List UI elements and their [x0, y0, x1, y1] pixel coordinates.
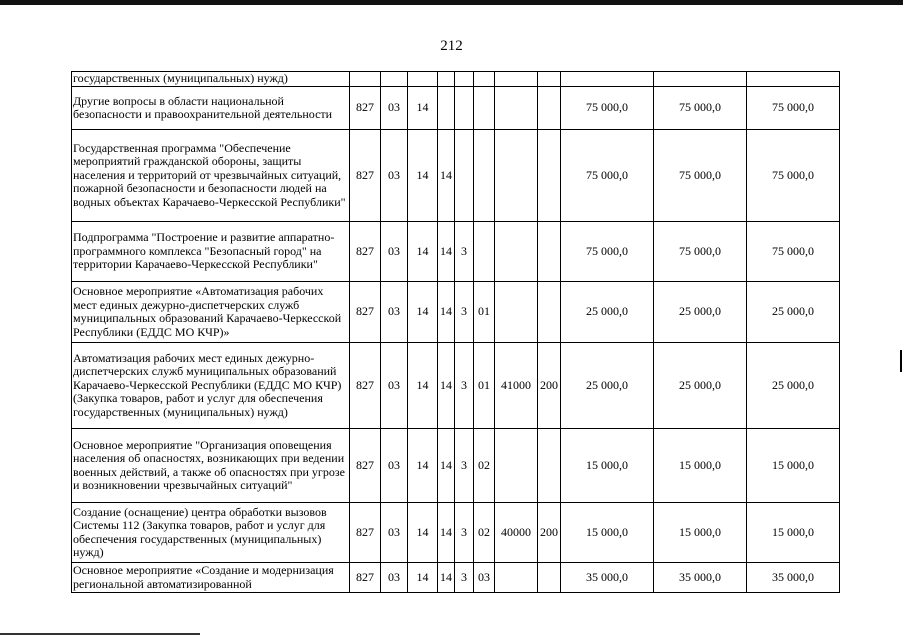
amount-year3-cell: 15 000,0 [747, 503, 840, 563]
amount-year2-cell: 25 000,0 [654, 282, 747, 343]
glava-code-cell: 827 [350, 563, 381, 593]
expense-type-code-cell: 200 [538, 343, 561, 429]
table-row [72, 563, 840, 593]
subprogram-code-cell: 3 [455, 429, 474, 503]
main-event-code-cell [474, 72, 495, 87]
expense-direction-code-cell [495, 130, 538, 222]
expense-type-code-cell [538, 130, 561, 222]
amount-year1-cell: 75 000,0 [561, 130, 654, 222]
subprogram-code-cell [455, 87, 474, 130]
expense-direction-code-cell [495, 563, 538, 593]
amount-year3-cell: 25 000,0 [747, 282, 840, 343]
subprogram-code-cell: 3 [455, 282, 474, 343]
amount-year1-cell: 35 000,0 [561, 563, 654, 593]
main-event-code-cell [474, 87, 495, 130]
main-event-code-cell: 01 [474, 282, 495, 343]
name-cell: Государственная программа "Обеспечение мероприятий гражданской обороны, защиты населения и территорий от чрезвычайных ситуаций, пожарной безопасности и безопасности людей на водных объектах Карачаево-Черкесской Республики" [72, 130, 350, 222]
main-event-code-cell [474, 130, 495, 222]
table-row [72, 72, 840, 87]
subsection-code-cell: 14 [408, 130, 438, 222]
section-code-cell: 03 [381, 282, 408, 343]
table-row [72, 87, 840, 130]
amount-year1-cell [561, 72, 654, 87]
amount-year3-cell: 75 000,0 [747, 130, 840, 222]
section-code-cell: 03 [381, 429, 408, 503]
amount-year1-cell: 75 000,0 [561, 87, 654, 130]
program-code-cell: 14 [438, 563, 455, 593]
name-cell: Создание (оснащение) центра обработки вызовов Системы 112 (Закупка товаров, работ и услуг для обеспечения государственных (муниципальных) нужд) [72, 503, 350, 563]
subprogram-code-cell [455, 130, 474, 222]
amount-year1-cell: 75 000,0 [561, 222, 654, 282]
expense-direction-code-cell [495, 87, 538, 130]
amount-year3-cell: 75 000,0 [747, 222, 840, 282]
section-code-cell [381, 72, 408, 87]
budget-table [71, 71, 840, 593]
subprogram-code-cell: 3 [455, 503, 474, 563]
table-row [72, 343, 840, 429]
subprogram-code-cell: 3 [455, 343, 474, 429]
subsection-code-cell [408, 72, 438, 87]
top-border-line [0, 0, 903, 5]
amount-year2-cell: 15 000,0 [654, 429, 747, 503]
name-cell: государственных (муниципальных) нужд) [72, 72, 350, 87]
program-code-cell: 14 [438, 503, 455, 563]
section-code-cell: 03 [381, 503, 408, 563]
program-code-cell: 14 [438, 343, 455, 429]
name-cell: Основное мероприятие «Автоматизация рабочих мест единых дежурно-диспетчерских служб муниципальных образований Карачаево-Черкесской Республики (ЕДДС МО КЧР)» [72, 282, 350, 343]
glava-code-cell: 827 [350, 87, 381, 130]
expense-direction-code-cell [495, 282, 538, 343]
name-cell: Основное мероприятие «Создание и модернизация региональной автоматизированной [72, 563, 350, 593]
section-code-cell: 03 [381, 222, 408, 282]
subprogram-code-cell: 3 [455, 563, 474, 593]
expense-type-code-cell [538, 282, 561, 343]
table-row [72, 503, 840, 563]
main-event-code-cell: 02 [474, 503, 495, 563]
table-row [72, 222, 840, 282]
amount-year1-cell: 25 000,0 [561, 282, 654, 343]
amount-year2-cell: 75 000,0 [654, 87, 747, 130]
amount-year1-cell: 15 000,0 [561, 503, 654, 563]
amount-year2-cell: 35 000,0 [654, 563, 747, 593]
amount-year3-cell: 15 000,0 [747, 429, 840, 503]
name-cell: Подпрограмма "Построение и развитие аппаратно-программного комплекса "Безопасный город" на территории Карачаево-Черкесской Республики" [72, 222, 350, 282]
amount-year1-cell: 15 000,0 [561, 429, 654, 503]
page-number: 212 [440, 38, 463, 54]
section-code-cell: 03 [381, 343, 408, 429]
amount-year2-cell: 15 000,0 [654, 503, 747, 563]
program-code-cell [438, 72, 455, 87]
expense-direction-code-cell [495, 429, 538, 503]
section-code-cell: 03 [381, 563, 408, 593]
amount-year3-cell: 75 000,0 [747, 87, 840, 130]
amount-year3-cell: 25 000,0 [747, 343, 840, 429]
amount-year2-cell: 75 000,0 [654, 130, 747, 222]
expense-direction-code-cell: 40000 [495, 503, 538, 563]
amount-year3-cell [747, 72, 840, 87]
program-code-cell: 14 [438, 130, 455, 222]
section-code-cell: 03 [381, 87, 408, 130]
expense-type-code-cell [538, 429, 561, 503]
expense-direction-code-cell: 41000 [495, 343, 538, 429]
glava-code-cell: 827 [350, 222, 381, 282]
name-cell: Другие вопросы в области национальной безопасности и правоохранительной деятельности [72, 87, 350, 130]
program-code-cell: 14 [438, 222, 455, 282]
amount-year2-cell: 25 000,0 [654, 343, 747, 429]
amount-year3-cell: 35 000,0 [747, 563, 840, 593]
program-code-cell: 14 [438, 429, 455, 503]
program-code-cell [438, 87, 455, 130]
glava-code-cell: 827 [350, 282, 381, 343]
expense-type-code-cell [538, 222, 561, 282]
subprogram-code-cell: 3 [455, 222, 474, 282]
subsection-code-cell: 14 [408, 282, 438, 343]
table-row [72, 130, 840, 222]
expense-direction-code-cell [495, 72, 538, 87]
subsection-code-cell: 14 [408, 429, 438, 503]
subsection-code-cell: 14 [408, 503, 438, 563]
glava-code-cell: 827 [350, 503, 381, 563]
subsection-code-cell: 14 [408, 222, 438, 282]
subsection-code-cell: 14 [408, 343, 438, 429]
glava-code-cell: 827 [350, 130, 381, 222]
table-row [72, 282, 840, 343]
amount-year2-cell: 75 000,0 [654, 222, 747, 282]
main-event-code-cell: 03 [474, 563, 495, 593]
glava-code-cell: 827 [350, 343, 381, 429]
expense-type-code-cell [538, 563, 561, 593]
glava-code-cell: 827 [350, 429, 381, 503]
expense-type-code-cell: 200 [538, 503, 561, 563]
bottom-border-line [0, 633, 200, 635]
subprogram-code-cell [455, 72, 474, 87]
main-event-code-cell [474, 222, 495, 282]
table-row [72, 429, 840, 503]
amount-year2-cell [654, 72, 747, 87]
margin-mark [900, 350, 902, 372]
name-cell: Автоматизация рабочих мест единых дежурно-диспетчерских служб муниципальных образований Карачаево-Черкесской Республики (ЕДДС МО КЧР) (Закупка товаров, работ и услуг для обеспечения государственных (муниципальных) нужд) [72, 343, 350, 429]
expense-direction-code-cell [495, 222, 538, 282]
subsection-code-cell: 14 [408, 87, 438, 130]
expense-type-code-cell [538, 72, 561, 87]
amount-year1-cell: 25 000,0 [561, 343, 654, 429]
main-event-code-cell: 02 [474, 429, 495, 503]
expense-type-code-cell [538, 87, 561, 130]
glava-code-cell [350, 72, 381, 87]
main-event-code-cell: 01 [474, 343, 495, 429]
subsection-code-cell: 14 [408, 563, 438, 593]
program-code-cell: 14 [438, 282, 455, 343]
section-code-cell: 03 [381, 130, 408, 222]
name-cell: Основное мероприятие "Организация оповещения населения об опасностях, возникающих при ведении военных действий, а также об опасностях при угрозе и возникновении чрезвычайных ситуаций" [72, 429, 350, 503]
